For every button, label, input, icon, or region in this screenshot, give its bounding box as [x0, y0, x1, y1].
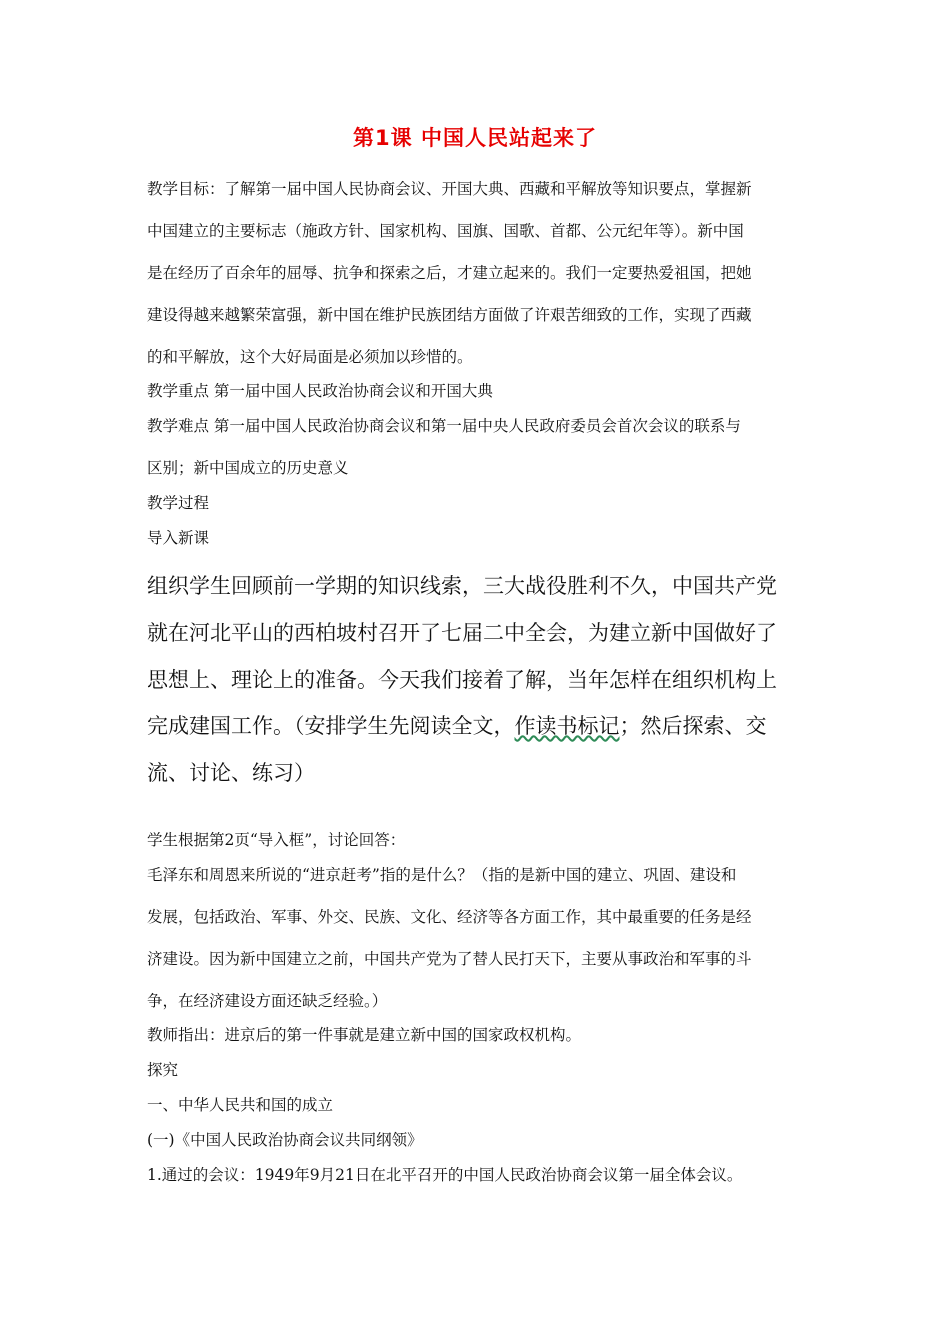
difficulty-line: 区别；新中国成立的历史意义	[147, 459, 349, 477]
section-heading: 一、中华人民共和国的成立	[147, 1096, 334, 1114]
process-heading: 教学过程	[147, 494, 210, 512]
objective-line: 中国建立的主要标志（施政方针、国家机构、国旗、国歌、首都、公元纪年等）。新中国	[147, 222, 744, 240]
question-line: 毛泽东和周恩来所说的“进京赶考”指的是什么？（指的是新中国的建立、巩固、建设和	[147, 866, 737, 884]
intro-paragraph-line: 组织学生回顾前一学期的知识线索，三大战役胜利不久，中国共产党	[147, 574, 777, 598]
question-line: 济建设。因为新中国建立之前，中国共产党为了替人民打天下，主要从事政治和军事的斗	[147, 950, 752, 968]
question-line: 发展，包括政治、军事、外交、民族、文化、经济等各方面工作，其中最重要的任务是经	[147, 908, 752, 926]
objective-line: 教学目标：了解第一届中国人民协商会议、开国大典、西藏和平解放等知识要点，掌握新	[147, 180, 752, 198]
question-line: 争，在经济建设方面还缺乏经验。）	[147, 992, 388, 1010]
key-point: 教学重点 第一届中国人民政治协商会议和开国大典	[147, 382, 493, 400]
subsection-heading: (一)《中国人民政治协商会议共同纲领》	[147, 1131, 423, 1149]
discussion-prompt: 学生根据第2页“导入框”，讨论回答：	[147, 831, 406, 849]
lesson-title: 第1课 中国人民站起来了	[353, 126, 597, 150]
intro-line4-end: ；然后探索、交	[619, 714, 767, 738]
objective-line: 建设得越来越繁荣富强，新中国在维护民族团结方面做了许艰苦细致的工作，实现了西藏	[147, 306, 752, 324]
intro-line4-start: 完成建国工作。（安排学生先阅读全文，	[147, 714, 515, 738]
intro-heading: 导入新课	[147, 529, 210, 547]
intro-paragraph-line: 就在河北平山的西柏坡村召开了七届二中全会，为建立新中国做好了	[147, 621, 777, 645]
explore-heading: 探究	[147, 1061, 179, 1079]
intro-paragraph-line: 思想上、理论上的准备。今天我们接着了解，当年怎样在组织机构上	[147, 668, 777, 692]
spellcheck-wavy-text: 作读书标记	[514, 714, 620, 738]
intro-paragraph-line	[147, 710, 767, 740]
teacher-note: 教师指出：进京后的第一件事就是建立新中国的国家政权机构。	[147, 1026, 582, 1044]
objective-line: 是在经历了百余年的屈辱、抗争和探索之后，才建立起来的。我们一定要热爱祖国，把她	[147, 264, 752, 282]
objective-line: 的和平解放，这个大好局面是必须加以珍惜的。	[147, 348, 473, 366]
difficulty-line: 教学难点 第一届中国人民政治协商会议和第一届中央人民政府委员会首次会议的联系与	[147, 417, 741, 435]
list-item: 1.通过的会议：1949年9月21日在北平召开的中国人民政治协商会议第一届全体会议。	[147, 1166, 743, 1184]
intro-paragraph-line: 流、讨论、练习）	[147, 761, 315, 785]
